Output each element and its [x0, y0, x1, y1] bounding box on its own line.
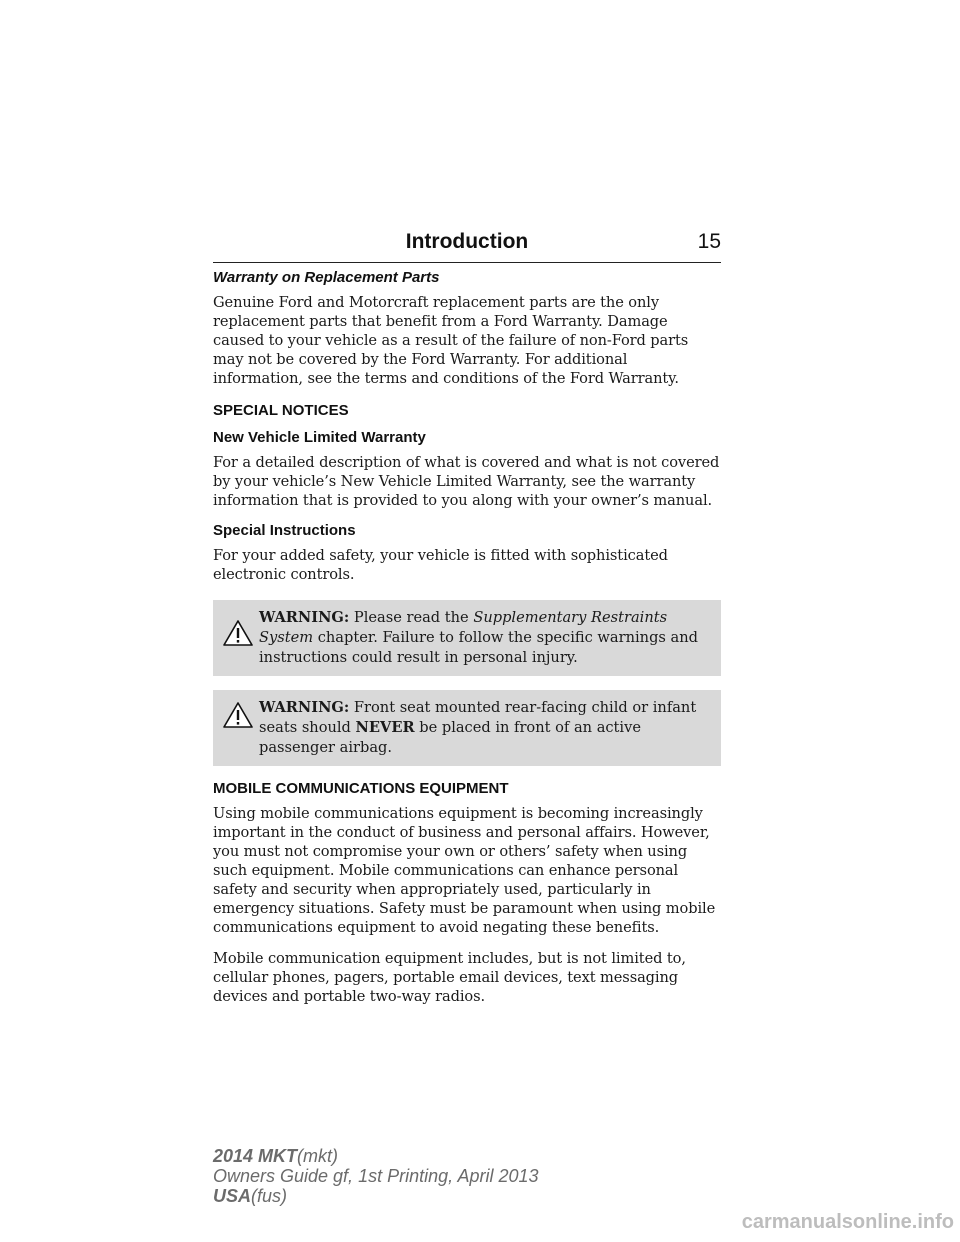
footer-market: USA: [213, 1186, 252, 1206]
footer-printing: Owners Guide gf, 1st Printing, April 2013: [213, 1166, 539, 1186]
special-instructions-heading: Special Instructions: [213, 522, 356, 539]
watermark: carmanualsonline.info: [741, 1211, 954, 1233]
warning-triangle-icon: [223, 620, 253, 646]
special-notices-heading: SPECIAL NOTICES: [213, 402, 349, 419]
warranty-parts-body: Genuine Ford and Motorcraft replacement parts are the only replacement parts that benefit from a Ford Warranty. Damage caused to your vehicle as a result of the failure of non-Ford parts may not be covered by the Ford Warranty. For additional information, see the terms and conditions of the Ford Warranty.: [213, 294, 689, 387]
warning-box-child-seat: [213, 690, 721, 766]
page-number: 15: [697, 230, 721, 253]
mobile-heading: MOBILE COMMUNICATIONS EQUIPMENT: [213, 780, 509, 797]
warning-label: WARNING:: [259, 699, 350, 716]
nvlw-heading: New Vehicle Limited Warranty: [213, 429, 426, 446]
warning-emphasis: NEVER: [355, 719, 415, 736]
page-content: [213, 269, 721, 1018]
mobile-body-2: Mobile communication equipment includes, but is not limited to, cellular phones, pagers, portable email devices, text messaging devices and portable two-way radios.: [213, 950, 686, 1005]
footer-market-code: (fus): [251, 1186, 288, 1206]
special-instructions-body: For your added safety, your vehicle is fitted with sophisticated electronic controls.: [213, 547, 668, 583]
nvlw-body: For a detailed description of what is covered and what is not covered by your vehicle’s New Vehicle Limited Warranty, see the warranty information that is provided to you along with your owner’s manual.: [213, 454, 720, 509]
footer-model-code: (mkt): [297, 1146, 339, 1166]
footer-model: 2014 MKT: [213, 1146, 298, 1166]
warning-triangle-icon: [223, 702, 253, 728]
warning-text: Front seat mounted rear-facing child or infant seats should: [259, 699, 697, 736]
section-title: Introduction: [405, 230, 529, 253]
warning-label: WARNING:: [259, 609, 350, 626]
print-footer: [213, 1146, 539, 1206]
warning-text-cont: chapter. Failure to follow the specific warnings and instructions could result in personal injury.: [259, 629, 698, 666]
mobile-body-1: Using mobile communications equipment is becoming increasingly important in the conduct of business and personal affairs. However, you must not compromise your own or others’ safety when using such equipment. Mobile communications can enhance personal safety and security when appropriately used, particularly in emergency situations. Safety must be paramount when using mobile communications equipment to avoid negating these benefits.: [213, 805, 716, 936]
warning-text: Please read the: [353, 609, 474, 626]
warning-text-cont: be placed in front of an active passenger airbag.: [259, 719, 641, 756]
page-header: [213, 228, 721, 263]
warning-chapter-ref: Supplementary Restraints System: [259, 609, 668, 646]
warranty-parts-heading: Warranty on Replacement Parts: [213, 269, 440, 286]
warning-box-srs: [213, 600, 721, 676]
